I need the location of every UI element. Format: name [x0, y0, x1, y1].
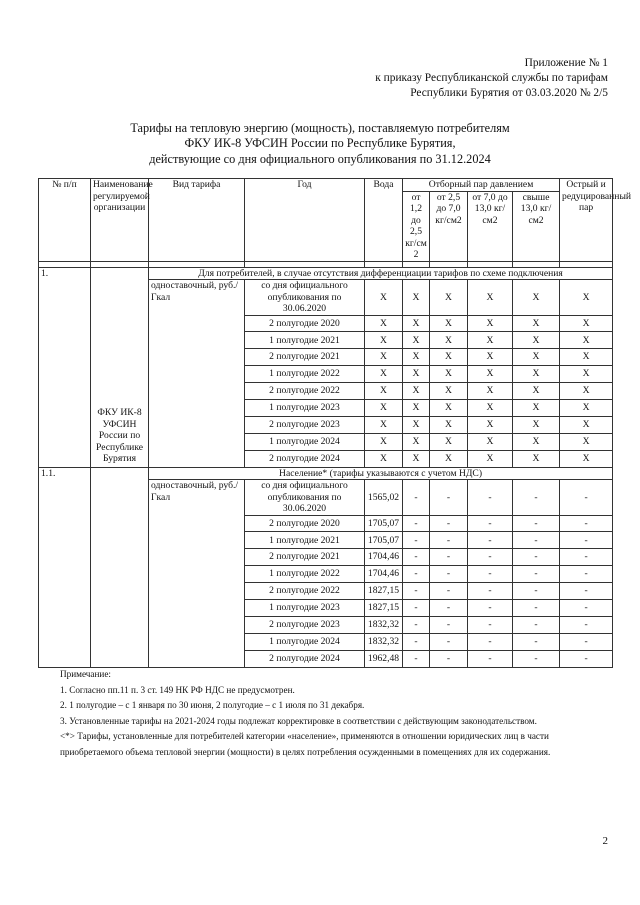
- period-cell: 1 полугодие 2022: [245, 566, 365, 583]
- period-cell: 2 полугодие 2021: [245, 549, 365, 566]
- pressure-4-cell: -: [513, 566, 560, 583]
- note-item: 3. Установленные тарифы на 2021-2024 годы подлежат корректировке в соответствии с действующим законодательством.: [60, 715, 537, 726]
- pressure-1-cell: -: [403, 515, 430, 532]
- pressure-2-cell: X: [430, 383, 468, 400]
- pressure-1-cell: X: [403, 433, 430, 450]
- pressure-4-cell: X: [513, 366, 560, 383]
- pressure-3-cell: X: [468, 366, 513, 383]
- sharp-steam-cell: X: [560, 366, 613, 383]
- period-cell: 1 полугодие 2021: [245, 332, 365, 349]
- water-cell: 1704,46: [365, 549, 403, 566]
- pressure-2-cell: X: [430, 280, 468, 316]
- pressure-3-cell: -: [468, 515, 513, 532]
- sharp-steam-cell: X: [560, 399, 613, 416]
- pressure-1-cell: X: [403, 366, 430, 383]
- period-cell: 2 полугодие 2020: [245, 315, 365, 332]
- water-cell: 1827,15: [365, 583, 403, 600]
- water-cell: X: [365, 399, 403, 416]
- pressure-1-cell: X: [403, 280, 430, 316]
- pressure-4-cell: -: [513, 633, 560, 650]
- sharp-steam-cell: X: [560, 416, 613, 433]
- page-number: 2: [602, 835, 608, 847]
- pressure-1-cell: X: [403, 315, 430, 332]
- tariff-type: одноставочный, руб./Гкал: [149, 480, 245, 668]
- pressure-3-cell: -: [468, 480, 513, 516]
- pressure-1-cell: X: [403, 349, 430, 366]
- pressure-2-cell: X: [430, 450, 468, 467]
- period-cell: 2 полугодие 2020: [245, 515, 365, 532]
- pressure-3-cell: -: [468, 583, 513, 600]
- period-cell: 1 полугодие 2024: [245, 633, 365, 650]
- header-tariff-type: Вид тарифа: [149, 179, 245, 262]
- pressure-1-cell: -: [403, 480, 430, 516]
- sharp-steam-cell: -: [560, 532, 613, 549]
- sharp-steam-cell: X: [560, 315, 613, 332]
- water-cell: 1565,02: [365, 480, 403, 516]
- water-cell: X: [365, 416, 403, 433]
- pressure-3-cell: X: [468, 349, 513, 366]
- pressure-2-cell: X: [430, 332, 468, 349]
- pressure-3-cell: X: [468, 332, 513, 349]
- organization-name: ФКУ ИК-8 УФСИН России по Республике Бурятия: [91, 267, 149, 467]
- pressure-2-cell: -: [430, 515, 468, 532]
- pressure-1-cell: -: [403, 616, 430, 633]
- period-cell: 1 полугодие 2023: [245, 599, 365, 616]
- water-cell: X: [365, 383, 403, 400]
- pressure-4-cell: -: [513, 583, 560, 600]
- pressure-1-cell: X: [403, 416, 430, 433]
- pressure-2-cell: -: [430, 549, 468, 566]
- pressure-1-cell: -: [403, 549, 430, 566]
- sharp-steam-cell: -: [560, 633, 613, 650]
- sharp-steam-cell: X: [560, 280, 613, 316]
- period-cell: 2 полугодие 2024: [245, 450, 365, 467]
- pressure-3-cell: -: [468, 532, 513, 549]
- section-title: Население* (тарифы указываются с учетом НДС): [149, 467, 613, 480]
- period-cell: 2 полугодие 2022: [245, 583, 365, 600]
- document-title: [0, 121, 640, 167]
- period-cell: 2 полугодие 2023: [245, 416, 365, 433]
- pressure-3-cell: -: [468, 566, 513, 583]
- pressure-3-cell: X: [468, 450, 513, 467]
- pressure-4-cell: -: [513, 532, 560, 549]
- sharp-steam-cell: -: [560, 566, 613, 583]
- pressure-2-cell: -: [430, 633, 468, 650]
- header-pressure-1: от 1,2 до 2,5 кг/см 2: [403, 191, 430, 261]
- pressure-4-cell: X: [513, 349, 560, 366]
- water-cell: X: [365, 332, 403, 349]
- appendix-line: к приказу Республиканской службы по тарифам: [375, 72, 608, 84]
- header-sharp-steam: Острый и редуцированный пар: [560, 179, 613, 262]
- pressure-2-cell: -: [430, 532, 468, 549]
- pressure-3-cell: X: [468, 399, 513, 416]
- sharp-steam-cell: -: [560, 480, 613, 516]
- appendix-reference: [375, 56, 608, 101]
- pressure-2-cell: -: [430, 566, 468, 583]
- pressure-1-cell: X: [403, 450, 430, 467]
- header-year: Год: [245, 179, 365, 262]
- sharp-steam-cell: -: [560, 616, 613, 633]
- note-item: <*> Тарифы, установленные для потребителей категории «население», применяются в отношении юридических лиц в части приобретаемого объема тепловой энергии (мощности) в целях потребления осужденными в помещениях для их содержания.: [60, 731, 551, 757]
- title-line: Тарифы на тепловую энергию (мощность), поставляемую потребителям: [130, 121, 510, 135]
- water-cell: X: [365, 433, 403, 450]
- title-line: ФКУ ИК-8 УФСИН России по Республике Бурятия,: [184, 136, 456, 151]
- pressure-3-cell: -: [468, 650, 513, 667]
- pressure-3-cell: X: [468, 383, 513, 400]
- pressure-1-cell: -: [403, 566, 430, 583]
- header-pressure-4: свыше 13,0 кг/см2: [513, 191, 560, 261]
- pressure-2-cell: -: [430, 480, 468, 516]
- header-pressure-2: от 2,5 до 7,0 кг/см2: [430, 191, 468, 261]
- period-cell: 1 полугодие 2023: [245, 399, 365, 416]
- sharp-steam-cell: X: [560, 349, 613, 366]
- pressure-4-cell: X: [513, 383, 560, 400]
- pressure-2-cell: -: [430, 583, 468, 600]
- header-pressure-3: от 7,0 до 13,0 кг/см2: [468, 191, 513, 261]
- section-title: Для потребителей, в случае отсутствия дифференциации тарифов по схеме подключения: [149, 267, 613, 280]
- pressure-4-cell: X: [513, 280, 560, 316]
- appendix-line: Республики Бурятия от 03.03.2020 № 2/5: [410, 87, 608, 99]
- pressure-2-cell: X: [430, 315, 468, 332]
- pressure-4-cell: X: [513, 433, 560, 450]
- pressure-2-cell: X: [430, 399, 468, 416]
- pressure-3-cell: X: [468, 416, 513, 433]
- sharp-steam-cell: -: [560, 583, 613, 600]
- water-cell: X: [365, 315, 403, 332]
- water-cell: 1705,07: [365, 515, 403, 532]
- pressure-2-cell: -: [430, 599, 468, 616]
- pressure-2-cell: -: [430, 616, 468, 633]
- period-cell: 2 полугодие 2023: [245, 616, 365, 633]
- sharp-steam-cell: X: [560, 332, 613, 349]
- pressure-3-cell: -: [468, 616, 513, 633]
- pressure-2-cell: X: [430, 416, 468, 433]
- pressure-1-cell: -: [403, 650, 430, 667]
- water-cell: 1832,32: [365, 616, 403, 633]
- notes-section: [60, 667, 600, 760]
- pressure-1-cell: X: [403, 383, 430, 400]
- pressure-1-cell: -: [403, 633, 430, 650]
- pressure-4-cell: X: [513, 315, 560, 332]
- pressure-3-cell: -: [468, 549, 513, 566]
- sharp-steam-cell: -: [560, 650, 613, 667]
- period-cell: 1 полугодие 2024: [245, 433, 365, 450]
- pressure-2-cell: X: [430, 349, 468, 366]
- pressure-3-cell: X: [468, 433, 513, 450]
- pressure-1-cell: X: [403, 399, 430, 416]
- water-cell: 1962,48: [365, 650, 403, 667]
- period-cell: со дня официального опубликования по 30.06.2020: [245, 480, 365, 516]
- sharp-steam-cell: X: [560, 450, 613, 467]
- tariff-table: [38, 178, 632, 668]
- organization-name-continued: [91, 467, 149, 667]
- pressure-2-cell: X: [430, 433, 468, 450]
- note-item: 2. 1 полугодие – с 1 января по 30 июня, 2 полугодие – с 1 июля по 31 декабря.: [60, 700, 365, 710]
- header-org: Наименование регулируемой организации: [91, 179, 149, 262]
- section-number: 1.: [39, 267, 91, 467]
- pressure-4-cell: -: [513, 616, 560, 633]
- pressure-4-cell: -: [513, 599, 560, 616]
- water-cell: X: [365, 349, 403, 366]
- sharp-steam-cell: -: [560, 515, 613, 532]
- sharp-steam-cell: -: [560, 549, 613, 566]
- water-cell: X: [365, 366, 403, 383]
- section-number: 1.1.: [39, 467, 91, 667]
- header-steam-group: Отборный пар давлением: [403, 179, 560, 192]
- sharp-steam-cell: X: [560, 383, 613, 400]
- water-cell: 1705,07: [365, 532, 403, 549]
- pressure-4-cell: -: [513, 480, 560, 516]
- sharp-steam-cell: -: [560, 599, 613, 616]
- header-num: № п/п: [39, 179, 91, 262]
- period-cell: 1 полугодие 2021: [245, 532, 365, 549]
- pressure-4-cell: X: [513, 416, 560, 433]
- pressure-4-cell: X: [513, 332, 560, 349]
- period-cell: 2 полугодие 2024: [245, 650, 365, 667]
- pressure-1-cell: X: [403, 332, 430, 349]
- water-cell: X: [365, 450, 403, 467]
- water-cell: 1827,15: [365, 599, 403, 616]
- period-cell: 2 полугодие 2021: [245, 349, 365, 366]
- pressure-4-cell: -: [513, 650, 560, 667]
- pressure-3-cell: -: [468, 633, 513, 650]
- pressure-3-cell: X: [468, 280, 513, 316]
- pressure-3-cell: -: [468, 599, 513, 616]
- pressure-1-cell: -: [403, 599, 430, 616]
- period-cell: со дня официального опубликования по 30.06.2020: [245, 280, 365, 316]
- pressure-4-cell: X: [513, 399, 560, 416]
- notes-heading: Примечание:: [60, 669, 111, 679]
- water-cell: 1832,32: [365, 633, 403, 650]
- pressure-4-cell: X: [513, 450, 560, 467]
- pressure-1-cell: -: [403, 532, 430, 549]
- tariff-type: одноставочный, руб./Гкал: [149, 280, 245, 468]
- sharp-steam-cell: X: [560, 433, 613, 450]
- appendix-line: Приложение № 1: [524, 57, 608, 69]
- period-cell: 2 полугодие 2022: [245, 383, 365, 400]
- water-cell: 1704,46: [365, 566, 403, 583]
- pressure-1-cell: -: [403, 583, 430, 600]
- pressure-4-cell: -: [513, 515, 560, 532]
- header-water: Вода: [365, 179, 403, 262]
- pressure-2-cell: X: [430, 366, 468, 383]
- water-cell: X: [365, 280, 403, 316]
- note-item: 1. Согласно пп.11 п. 3 ст. 149 НК РФ НДС не предусмотрен.: [60, 684, 295, 695]
- period-cell: 1 полугодие 2022: [245, 366, 365, 383]
- title-line: действующие со дня официального опубликования по 31.12.2024: [149, 151, 491, 166]
- pressure-3-cell: X: [468, 315, 513, 332]
- pressure-4-cell: -: [513, 549, 560, 566]
- pressure-2-cell: -: [430, 650, 468, 667]
